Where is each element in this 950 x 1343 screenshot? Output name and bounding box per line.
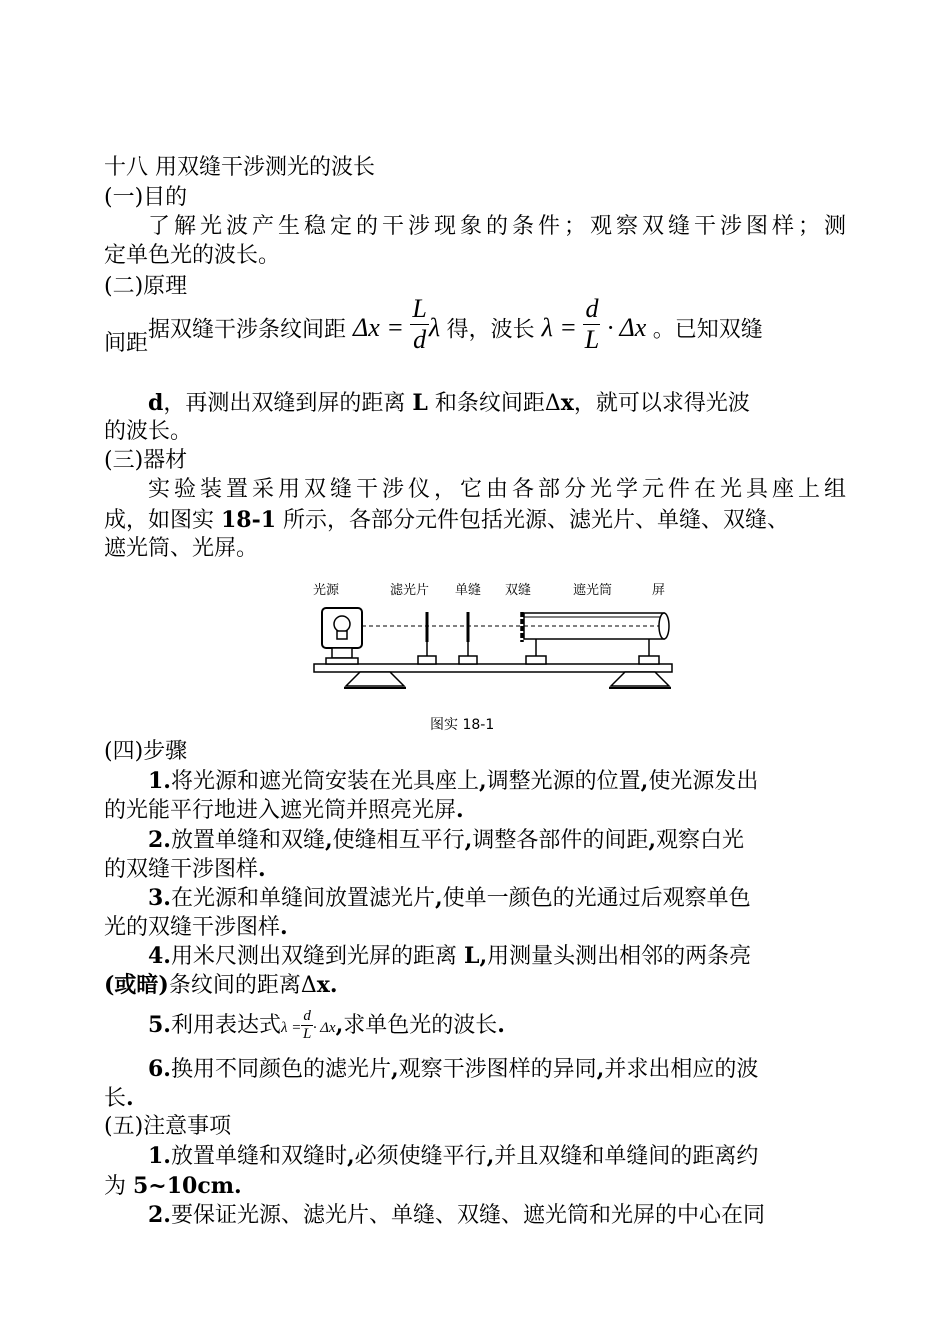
heading-purpose: (一)目的 bbox=[104, 185, 188, 210]
note-1-line-1: 1.放置单缝和双缝时,必须使缝平行,并且双缝和单缝间的距离约 bbox=[148, 1143, 759, 1169]
formula-fringe-spacing: Δx = $\frac{L}{d}$ λ bbox=[353, 294, 441, 354]
heading-equipment: (三)器材 bbox=[104, 448, 188, 473]
purpose-line-1: 了解光波产生稳定的干涉现象的条件；观察双缝干涉图样；测 bbox=[148, 214, 846, 239]
principle-line-2: 间距 bbox=[104, 331, 149, 356]
equipment-line-2: 成，如图实 18-1 所示，各部分元件包括光源、滤光片、单缝、双缝、 bbox=[104, 507, 790, 533]
equipment-line-3: 遮光筒、光屏。 bbox=[104, 536, 259, 561]
step-4-line-1: 4.用米尺测出双缝到光屏的距离 L,用测量头测出相邻的两条亮 bbox=[148, 943, 752, 969]
step-3-line-1: 3.在光源和单缝间放置滤光片,使单一颜色的光通过后观察单色 bbox=[148, 885, 751, 911]
note-1-line-2: 为 5~10cm. bbox=[104, 1173, 242, 1199]
figure-label-filter: 滤光片 bbox=[390, 583, 430, 598]
note-2-line-1: 2.要保证光源、滤光片、单缝、双缝、遮光筒和光屏的中心在同 bbox=[148, 1202, 765, 1228]
step-1-line-1: 1.将光源和遮光筒安装在光具座上,调整光源的位置,使光源发出 bbox=[148, 768, 759, 794]
figure-label-double-slit: 双缝 bbox=[505, 583, 532, 598]
principle-line-1: 据双缝干涉条纹间距 Δx = $\frac{L}{d}$ λ 得，波长 λ = $\frac{d}{L}$ · Δx 。已知双缝 bbox=[148, 294, 763, 354]
heading-principle: (二)原理 bbox=[104, 274, 188, 299]
bulb-icon bbox=[334, 616, 350, 632]
figure-label-tube: 遮光筒 bbox=[573, 583, 613, 598]
apparatus-diagram bbox=[300, 598, 690, 698]
step-2-line-2: 的双缝干涉图样. bbox=[104, 856, 266, 882]
principle-line-3: d，再测出双缝到屏的距离 L 和条纹间距Δx，就可以求得光波 bbox=[148, 390, 750, 416]
figure-label-screen: 屏 bbox=[652, 583, 666, 598]
heading-steps: (四)步骤 bbox=[104, 739, 188, 764]
optical-bench bbox=[314, 664, 672, 672]
formula-step-5: λ = $\frac{d}{L}$ · Δx bbox=[280, 1007, 336, 1043]
figure-label-light-source: 光源 bbox=[313, 583, 340, 598]
figure-label-single-slit: 单缝 bbox=[455, 583, 482, 598]
figure-caption: 图实 18-1 bbox=[430, 717, 495, 733]
section-title: 十八 用双缝干涉测光的波长 bbox=[104, 155, 375, 180]
heading-notes: (五)注意事项 bbox=[104, 1114, 232, 1139]
step-5: 5.利用表达式λ = $\frac{d}{L}$ · Δx,求单色光的波长. bbox=[148, 1007, 505, 1043]
step-6-line-2: 长. bbox=[104, 1085, 134, 1111]
purpose-line-2: 定单色光的波长。 bbox=[104, 243, 281, 268]
step-6-line-1: 6.换用不同颜色的滤光片,观察干涉图样的异同,并求出相应的波 bbox=[148, 1056, 759, 1082]
step-4-line-2: (或暗)条纹间的距离Δx. bbox=[104, 972, 338, 998]
step-1-line-2: 的光能平行地进入遮光筒并照亮光屏. bbox=[104, 797, 464, 823]
screen bbox=[659, 613, 669, 639]
step-2-line-1: 2.放置单缝和双缝,使缝相互平行,调整各部件的间距,观察白光 bbox=[148, 827, 745, 853]
step-3-line-2: 光的双缝干涉图样. bbox=[104, 914, 288, 940]
bench-support-left bbox=[346, 672, 404, 686]
formula-wavelength: λ = $\frac{d}{L}$ · Δx bbox=[541, 294, 647, 354]
bench-support-right bbox=[611, 672, 669, 686]
equipment-line-1: 实验装置采用双缝干涉仪，它由各部分光学元件在光具座上组 bbox=[148, 477, 846, 502]
principle-line-4: 的波长。 bbox=[104, 419, 193, 444]
